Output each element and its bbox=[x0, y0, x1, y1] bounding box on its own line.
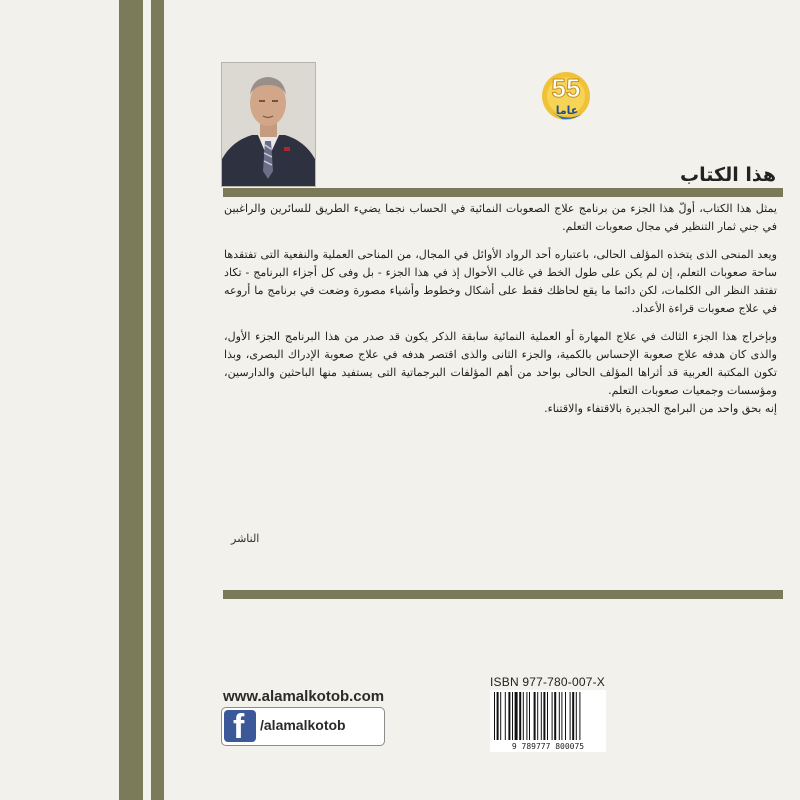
barcode bbox=[490, 690, 606, 752]
anniversary-badge bbox=[538, 64, 594, 122]
publisher-signature: الناشر bbox=[231, 532, 260, 545]
paragraph: يمثل هذا الكتاب، أولّ هذا الجزء من برنامج علاج الصعوبات النمائية في الحساب نجما يضيء الطريق للسائرين والراغبين في جني ثمار التنظير في مجال صعوبات التعلم. bbox=[224, 202, 777, 233]
section-title: هذا الكتاب bbox=[680, 164, 776, 186]
left-stripe-narrow bbox=[151, 0, 164, 800]
badge-label: عاما bbox=[555, 104, 579, 117]
paragraph: ويعد المنحى الذى يتخذه المؤلف الحالى، باعتباره أحد الرواد الأوائل في المجال، من المناحى العملية والنفعية التى تفتقدها ساحة صعوبات التعلم، إن لم يكن على طول الخط في غالب الأحوال إذ في هذا الجزء - بل وفى كل أجزاء البرنامج - تكاد تفتقد النظر الى الكلمات، لكن دائما ما يقع لحاظك فقط على أشكال وخطوط وأشياء مصورة وضعت في برنامج ما أروعه في علاج صعوبات قراءة الأعداد. bbox=[224, 248, 777, 315]
author-photo bbox=[221, 62, 316, 187]
left-stripe-wide bbox=[119, 0, 143, 800]
website-link[interactable]: www.alamalkotob.com bbox=[223, 688, 385, 705]
facebook-link[interactable] bbox=[221, 707, 385, 746]
bottom-divider bbox=[223, 590, 783, 599]
paragraph: إنه بحق واحد من البرامج الجديرة بالاقتفاء والاقتناء. bbox=[544, 402, 777, 415]
title-divider bbox=[223, 188, 783, 197]
barcode-digits: 9 789777 800075 bbox=[511, 742, 585, 751]
facebook-handle: /alamalkotob bbox=[260, 717, 346, 733]
badge-number: 55 bbox=[551, 73, 581, 103]
description-text bbox=[224, 200, 777, 428]
paragraph: وبإخراج هذا الجزء الثالث في علاج المهارة أو العملية النمائية سابقة الذكر يكون قد صدر من هذا البرنامج الجزء الأول، والذى كان هدفه علاج صعوبة الإحساس بالكمية، والجزء الثانى والذى اقتصر هدفه في علاج صعوبة الإدراك البصرى، وبذا تكون المكتبة العربية قد أثراها المؤلف الحالى بواحد من أهم المؤلفات البرجماتية التى يستفيد منها الباحثين والدارسين، ومؤسسات وجمعيات صعوبات التعلم. bbox=[224, 330, 777, 397]
isbn-text: ISBN 977-780-007-X bbox=[490, 675, 605, 689]
facebook-f-icon: f bbox=[224, 710, 256, 742]
